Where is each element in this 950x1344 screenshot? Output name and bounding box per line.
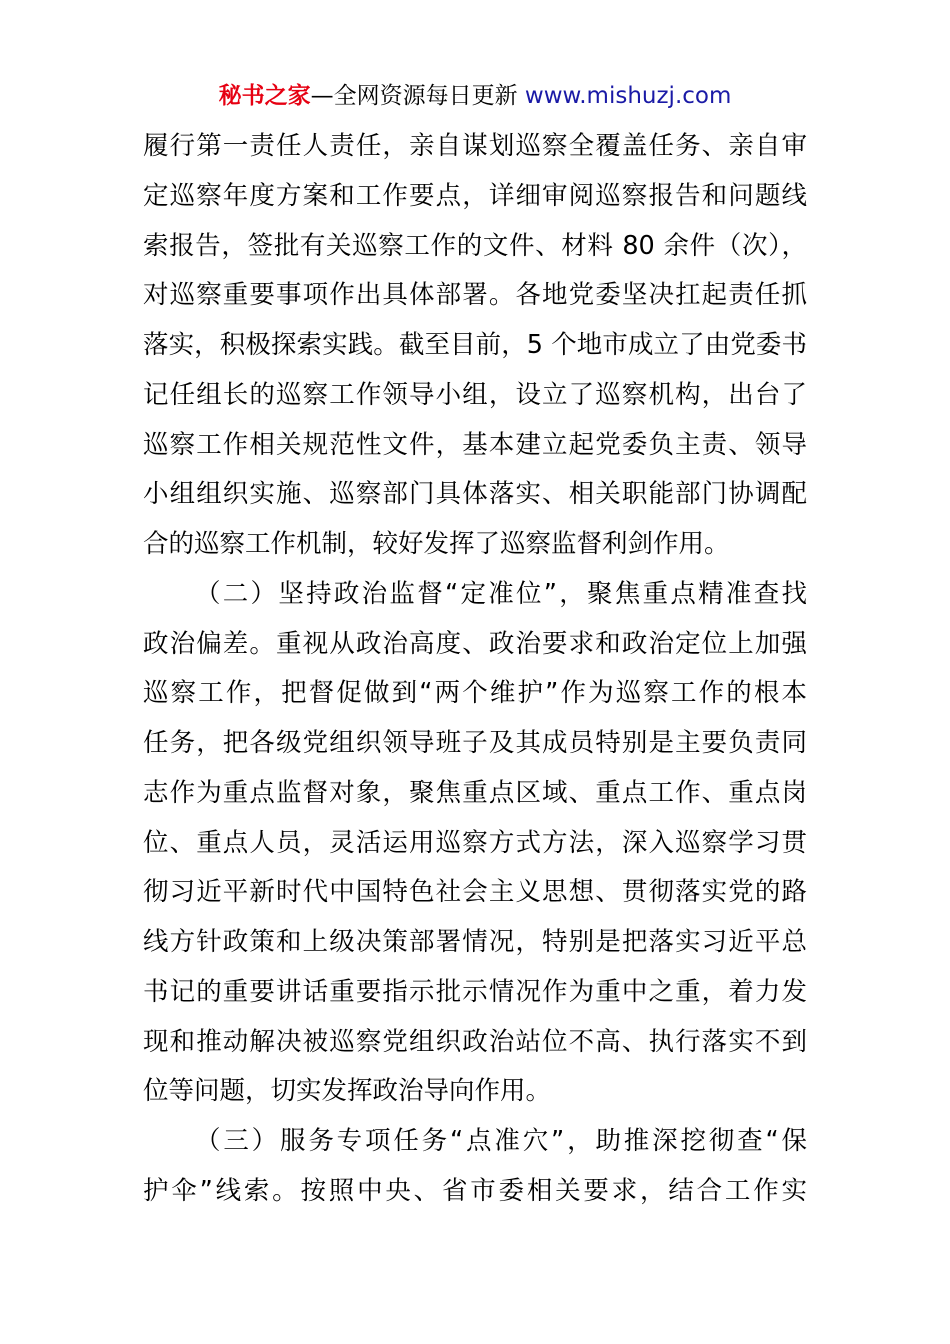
document-body	[143, 122, 807, 1217]
header-slogan: 全网资源每日更新	[333, 83, 518, 109]
text-line: 记任组长的巡察工作领导小组，设立了巡察机构，出台了	[143, 379, 807, 410]
page-header	[0, 78, 950, 114]
text-line: 位、重点人员，灵活运用巡察方式方法，深入巡察学习贯	[143, 827, 807, 858]
text-line: 志作为重点监督对象，聚焦重点区域、重点工作、重点岗	[143, 777, 807, 808]
paragraph-heading-line: （三）服务专项任务“点准穴”，助推深挖彻查“保	[195, 1126, 807, 1156]
text-line: 小组组织实施、巡察部门具体落实、相关职能部门协调配	[143, 479, 807, 510]
text-line: 对巡察重要事项作出具体部署。各地党委坚决扛起责任抓	[143, 280, 807, 311]
text-line: 政治偏差。重视从政治高度、政治要求和政治定位上加强	[143, 628, 807, 659]
text-line: 任务，把各级党组织领导班子及其成员特别是主要负责同	[143, 728, 807, 758]
paragraph-heading-line: （二）坚持政治监督“定准位”，聚焦重点精准查找	[195, 578, 807, 609]
text-line: 位等问题，切实发挥政治导向作用。	[143, 1076, 552, 1107]
text-line: 线方针政策和上级决策部署情况，特别是把落实习近平总	[143, 927, 807, 957]
text-line: 现和推动解决被巡察党组织政治站位不高、执行落实不到	[143, 1026, 807, 1057]
website-link[interactable]: www.mishuzj.com	[524, 83, 732, 109]
text-line: 彻习近平新时代中国特色社会主义思想、贯彻落实党的路	[143, 877, 807, 908]
text-line: 履行第一责任人责任，亲自谋划巡察全覆盖任务、亲自审	[143, 131, 807, 161]
brand-name: 秘书之家	[218, 83, 311, 109]
text-line: 护伞”线索。按照中央、省市委相关要求，结合工作实	[143, 1175, 807, 1206]
text-line: 书记的重要讲话重要指示批示情况作为重中之重，着力发	[143, 976, 807, 1007]
text-line: 合的巡察工作机制，较好发挥了巡察监督利剑作用。	[143, 529, 730, 559]
text-line: 索报告，签批有关巡察工作的文件、材料 80 余件（次），	[143, 230, 807, 261]
text-line: 定巡察年度方案和工作要点，详细审阅巡察报告和问题线	[143, 180, 807, 211]
text-line: 巡察工作，把督促做到“两个维护”作为巡察工作的根本	[143, 678, 807, 709]
header-dash: —	[310, 83, 334, 109]
text-line: 落实，积极探索实践。截至目前，5 个地市成立了由党委书	[143, 330, 807, 360]
text-line: 巡察工作相关规范性文件，基本建立起党委负主责、领导	[143, 429, 807, 460]
